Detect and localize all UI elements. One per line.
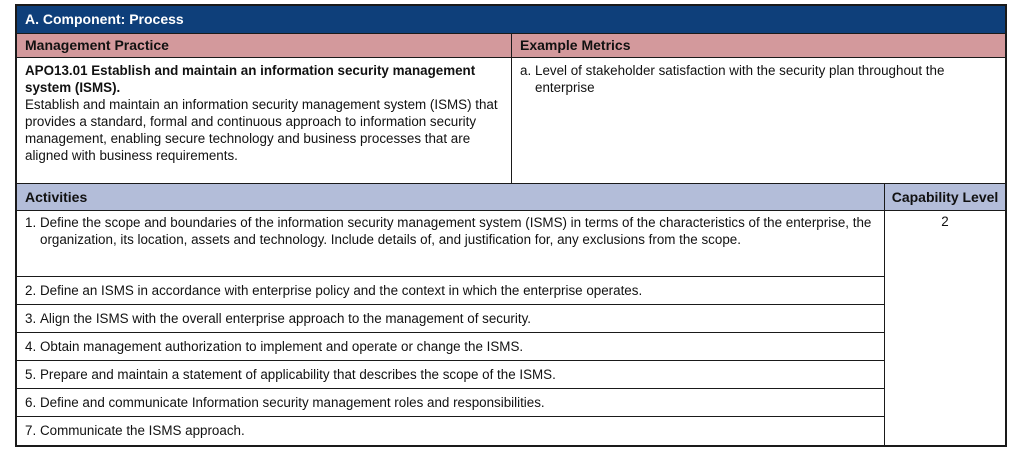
process-component-table	[15, 4, 1007, 447]
metric-text: Level of stakeholder satisfaction with the security plan throughout the enterprise	[535, 63, 945, 95]
capability-level-header: Capability Level	[891, 189, 999, 205]
activities-list	[17, 211, 885, 445]
activity-number: 4.	[25, 339, 37, 354]
component-title: A. Component: Process	[17, 6, 1005, 33]
practice-header-row	[17, 33, 1005, 58]
practice-body-row	[17, 58, 1005, 184]
activity-row	[17, 211, 884, 277]
activity-number: 6.	[25, 395, 37, 410]
capability-level-value: 2	[941, 214, 949, 229]
activities-header-row	[17, 184, 1005, 211]
activity-text: Align the ISMS with the overall enterprise approach to the management of security.	[40, 311, 532, 326]
activity-number: 2.	[25, 283, 37, 298]
example-metrics-header: Example Metrics	[520, 37, 631, 53]
activity-row	[17, 333, 884, 361]
activity-text: Communicate the ISMS approach.	[40, 423, 245, 438]
practice-title: APO13.01 Establish and maintain an information security management system (ISMS).	[25, 63, 476, 95]
activities-header: Activities	[17, 184, 885, 210]
activity-text: Define the scope and boundaries of the information security management system (ISMS) in terms of the characteristics of the enterprise, the organization, its location, assets and technology. Include details of, and justification for, any exclusions from the scope.	[40, 215, 872, 247]
activity-row	[17, 389, 884, 417]
practice-description: Establish and maintain an information security management system (ISMS) that provides a standard, formal and continuous approach to information security management, enabling secure technology and business processes that are aligned with business requirements.	[25, 97, 498, 163]
activity-number: 5.	[25, 367, 37, 382]
activity-row	[17, 361, 884, 389]
activity-number: 1.	[25, 215, 37, 230]
activity-row	[17, 277, 884, 305]
management-practice-cell	[17, 58, 512, 183]
activity-number: 7.	[25, 423, 37, 438]
activity-text: Prepare and maintain a statement of applicability that describes the scope of the ISMS.	[40, 367, 556, 382]
activity-text: Define an ISMS in accordance with enterprise policy and the context in which the enterprise operates.	[40, 283, 643, 298]
management-practice-header: Management Practice	[17, 34, 512, 57]
activity-row	[17, 305, 884, 333]
metric-marker: a.	[520, 63, 532, 78]
example-metrics-cell	[512, 58, 1005, 183]
activity-text: Define and communicate Information security management roles and responsibilities.	[40, 395, 545, 410]
activity-number: 3.	[25, 311, 37, 326]
activity-text: Obtain management authorization to implement and operate or change the ISMS.	[40, 339, 524, 354]
activity-row	[17, 417, 884, 445]
metric-item	[520, 62, 997, 96]
